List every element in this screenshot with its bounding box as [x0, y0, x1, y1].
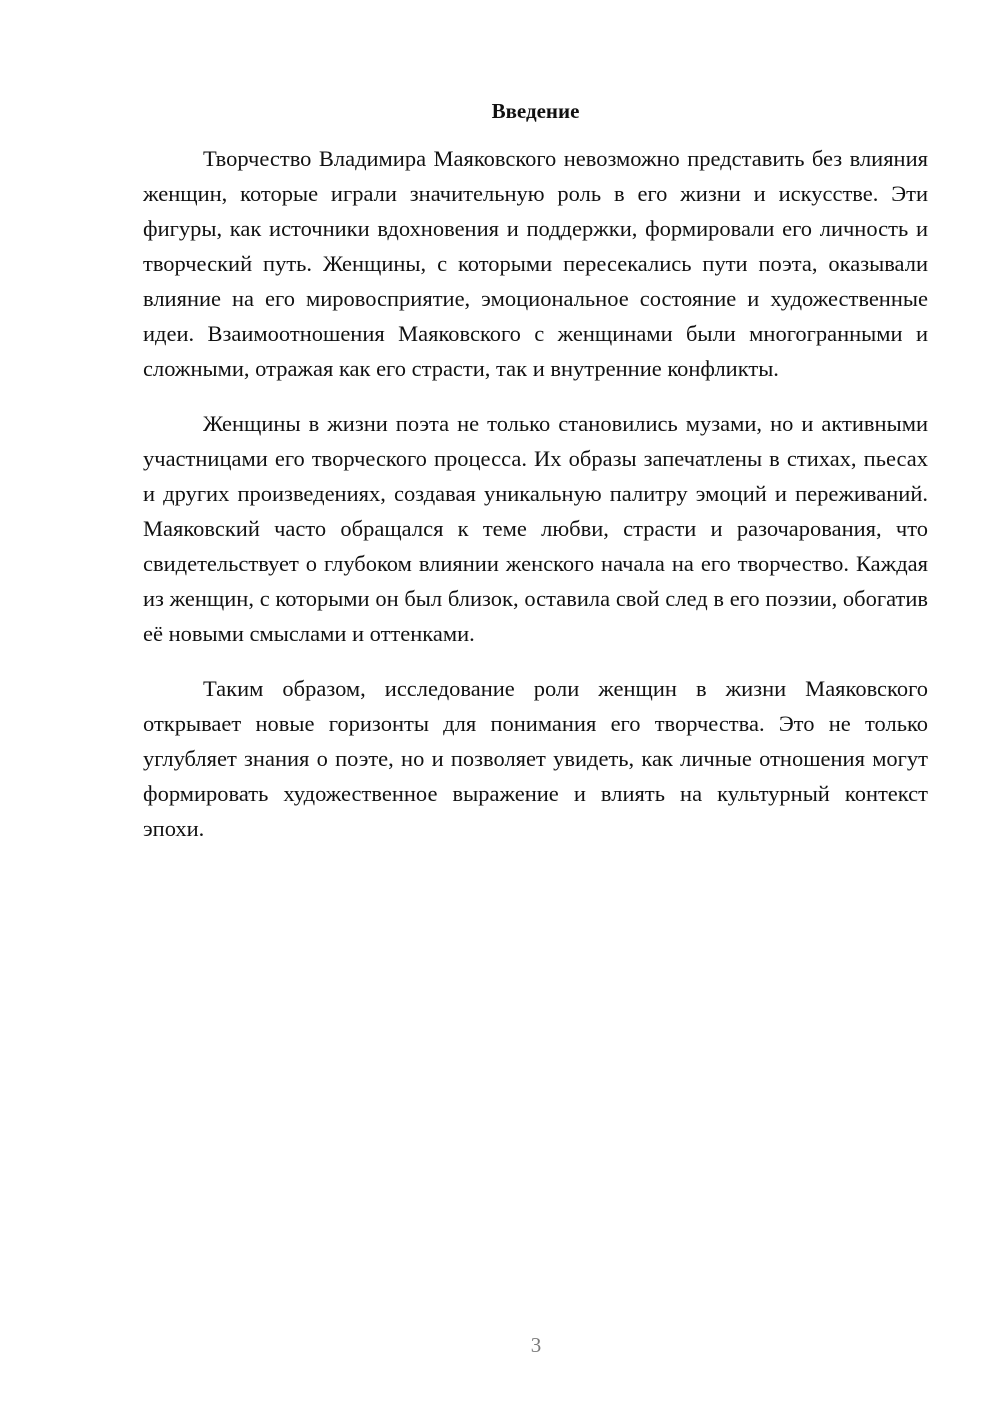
body-text	[143, 141, 928, 866]
paragraph-3: Таким образом, исследование роли женщин в жизни Маяковского открывает новые горизонты для понимания его творчества. Это не только углубляет знания о поэте, но и позволяет увидеть, как личные отношения могут формировать художественное выражение и влиять на культурный контекст эпохи.	[143, 676, 928, 841]
page-number: 3	[530, 1333, 542, 1357]
paragraph-2: Женщины в жизни поэта не только становились музами, но и активными участницами его творческого процесса. Их образы запечатлены в стихах, пьесах и других произведениях, создавая уникальную палитру эмоций и переживаний. Маяковский часто обращался к теме любви, страсти и разочарования, что свидетельствует о глубоком влиянии женского начала на его творчество. Каждая из женщин, с которыми он был близок, оставила свой след в его поэзии, обогатив её новыми смыслами и оттенками.	[143, 411, 928, 646]
paragraph-1: Творчество Владимира Маяковского невозможно представить без влияния женщин, которые играли значительную роль в его жизни и искусстве. Эти фигуры, как источники вдохновения и поддержки, формировали его личность и творческий путь. Женщины, с которыми пересекались пути поэта, оказывали влияние на его мировосприятие, эмоциональное состояние и художественные идеи. Взаимоотношения Маяковского с женщинами были многогранными и сложными, отражая как его страсти, так и внутренние конфликты.	[143, 146, 928, 381]
section-heading: Введение	[491, 99, 580, 123]
